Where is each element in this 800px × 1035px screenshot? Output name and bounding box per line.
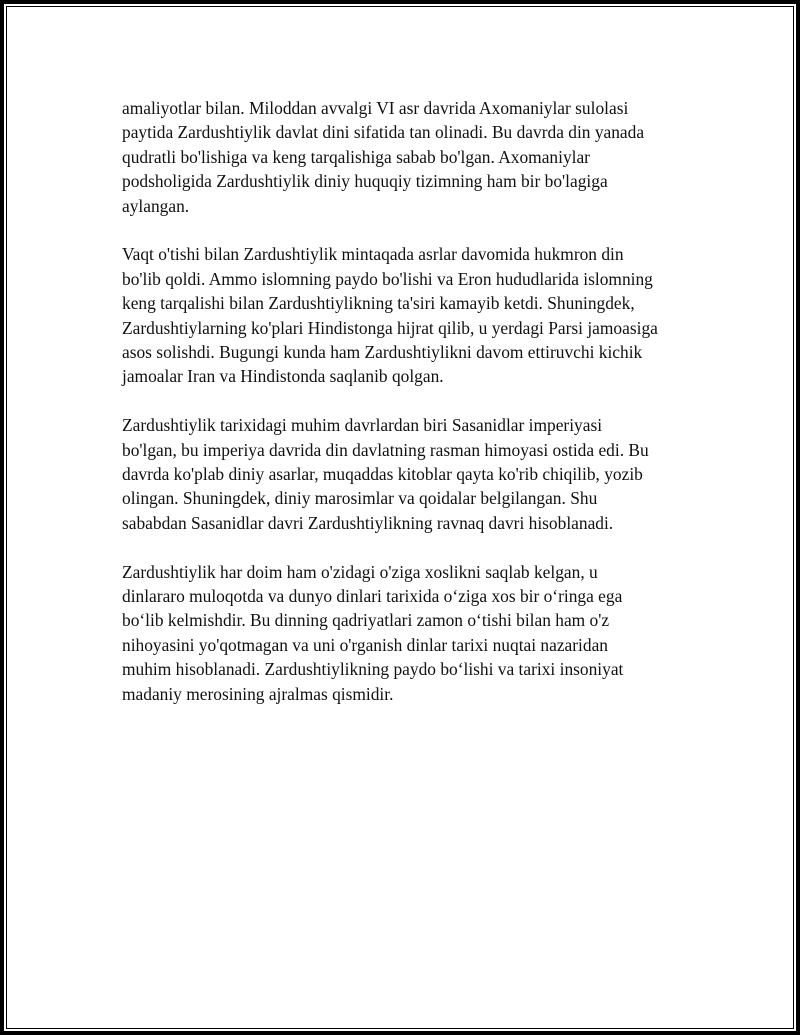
document-body (122, 96, 702, 731)
paragraph-2: Vaqt o'tishi bilan Zardushtiylik mintaqada asrlar davomida hukmron din bo'lib qoldi. Ammo islomning paydo bo'lishi va Eron hududlarida islomning keng tarqalishi bilan Zardushtiylikning ta'siri kamayib ketdi. Shuningdek, Zardushtiylarning ko'plari Hindistonga hijrat qilib, u yerdagi Parsi jamoasiga asos solishdi. Bugungi kunda ham Zardushtiylikni davom ettiruvchi kichik jamoalar Iran va Hindistonda saqlanib qolgan. (122, 244, 658, 387)
paragraph-1: amaliyotlar bilan. Miloddan avvalgi VI asr davrida Axomaniylar sulolasi paytida Zardushtiylik davlat dini sifatida tan olinadi. Bu davrda din yanada qudratli bo'lishiga va keng tarqalishiga sabab bo'lgan. Axomaniylar podsholigida Zardushtiylik diniy huquqiy tizimning ham bir bo'lagiga aylangan. (122, 98, 645, 216)
paragraph-4: Zardushtiylik har doim ham o'zidagi o'ziga xoslikni saqlab kelgan, u dinlararo muloqotda va dunyo dinlari tarixida o‘ziga xos bir o‘ringa ega bo‘lib kelmishdir. Bu dinning qadriyatlari zamon o‘tishi bilan ham o'z nihoyasini yo'qotmagan va uni o'rganish dinlar tarixi nuqtai nazaridan muhim hisoblanadi. Zardushtiylikning paydo bo‘lishi va tarixi insoniyat madaniy merosining ajralmas qismidir. (122, 561, 624, 704)
paragraph-3: Zardushtiylik tarixidagi muhim davrlardan biri Sasanidlar imperiyasi bo'lgan, bu imperiya davrida din davlatning rasman himoyasi ostida edi. Bu davrda ko'plab diniy asarlar, muqaddas kitoblar qayta ko'rib chiqilib, yozib olingan. Shuningdek, diniy marosimlar va qoidalar belgilangan. Shu sababdan Sasanidlar davri Zardushtiylikning ravnaq davri hisoblanadi. (122, 415, 649, 533)
